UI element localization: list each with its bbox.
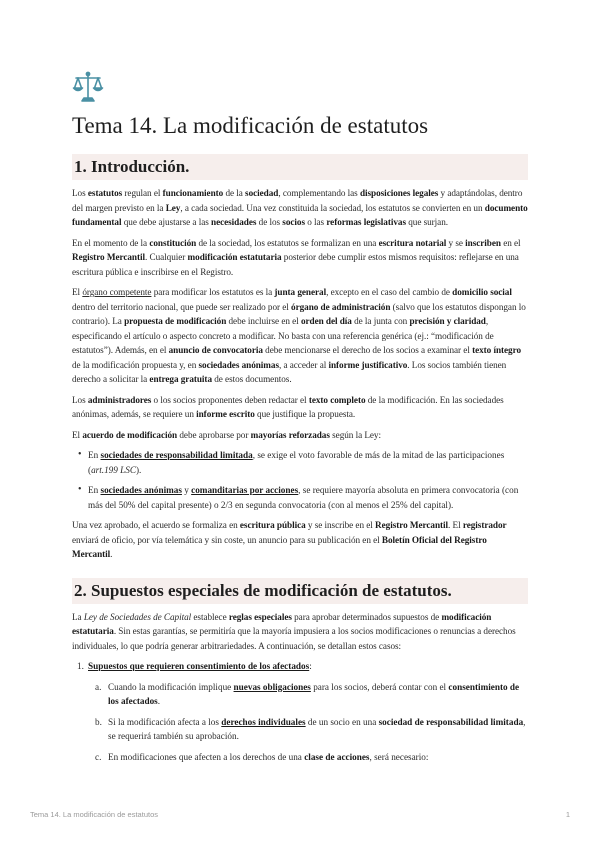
section-heading-supuestos-especiales: 2. Supuestos especiales de modificación de estatutos. (72, 578, 528, 604)
list-item: • En sociedades de responsabilidad limitada, se exige el voto favorable de más de la mitad de las participaciones (art.199 LSC). (88, 448, 528, 477)
list-item (95, 715, 528, 744)
paragraph: Los administradores o los socios proponentes deben redactar el texto completo de la modificación. En las sociedades anónimas, además, se requiere un informe escrito que justifique la propuesta. (72, 394, 504, 419)
numbered-list (72, 659, 528, 764)
page-number: 1 (565, 810, 570, 819)
paragraph: Una vez aprobado, el acuerdo se formaliza en escritura pública y se inscribe en el Registro Mercantil. El registrador enviará de oficio, por vía telemática y sin coste, un anuncio para su publicación en el Boletín Oficial del Registro Mercantil. (72, 520, 507, 559)
sub-list (88, 680, 528, 765)
list-item-text: Cuando la modificación implique nuevas obligaciones para los socios, deberá contar con el consentimiento de los afectados. (108, 681, 520, 706)
document-page (72, 70, 528, 770)
scales-of-justice-icon (72, 70, 104, 104)
list-item-text: En modificaciones que afecten a los derechos de una clase de acciones, será necesario: (108, 751, 429, 762)
page-footer (30, 810, 570, 819)
paragraph: El acuerdo de modificación debe aprobarse por mayorías reforzadas según la Ley: (72, 429, 381, 440)
paragraph: En el momento de la constitución de la sociedad, los estatutos se formalizan en una escritura notarial y se inscriben en el Registro Mercantil. Cualquier modificación estatutaria posterior debe cumplir estos mismos requisitos: reflejarse en una escritura pública e inscribirse en el Registro. (72, 237, 521, 277)
paragraph: La Ley de Sociedades de Capital establece reglas especiales para aprobar determinados supuestos de modificación estatutaria. Sin estas garantías, se permitiría que la mayoría impusiera a los socios modificaciones o renuncias a derechos individuales, lo que podría generar arbitrariedades. A continuación, se detallan estos casos: (72, 611, 516, 651)
list-marker: a. (95, 681, 102, 692)
footer-title: Tema 14. La modificación de estatutos (30, 810, 158, 819)
paragraph: Los estatutos regulan el funcionamiento de la sociedad, complementando las disposiciones legales y adaptándolas, dentro del margen previsto en la Ley, a cada sociedad. Una vez constituida la sociedad, los estatutos se convierten en un documento fundamental que debe ajustarse a las necesidades de los socios o las reformas legislativas que surjan. (72, 188, 528, 227)
list-marker: c. (95, 751, 102, 762)
majority-bullet-list (72, 448, 528, 512)
list-item (95, 680, 528, 709)
paragraph: El órgano competente para modificar los estatutos es la junta general, excepto en el caso del cambio de domicilio social dentro del territorio nacional, que puede ser realizado por el órgano de administración (salvo que los estatutos dispongan lo contrario). La propuesta de modificación debe incluirse en el orden del día de la junta con precisión y claridad, especificando el artículo o aspecto concreto a modificar. No basta con una referencia genérica (ej.: “modificación de estatutos”). Además, en el anuncio de convocatoria debe mencionarse el derecho de los socios a examinar el texto íntegro de la modificación propuesta y, en sociedades anónimas, a acceder al informe justificativo. Los socios también tienen derecho a solicitar la entrega gratuita de estos documentos. (72, 287, 526, 384)
list-item (95, 750, 528, 765)
list-item (77, 659, 528, 764)
page-title: Tema 14. La modificación de estatutos (72, 113, 429, 138)
list-marker: b. (95, 716, 102, 727)
section-heading-introduccion: 1. Introducción. (72, 154, 528, 180)
list-marker: 1. (77, 661, 84, 671)
list-item-text: Supuestos que requieren consentimiento de los afectados: (88, 661, 312, 671)
list-item: • En sociedades anónimas y comanditarias por acciones, se requiere mayoría absoluta en primera convocatoria (con más del 50% del capital presente) o 2/3 en segunda convocatoria (con al menos el 25% del capital). (88, 483, 528, 512)
list-item-text: Si la modificación afecta a los derechos individuales de un socio en una sociedad de responsabilidad limitada, se requerirá también su aprobación. (108, 716, 526, 741)
